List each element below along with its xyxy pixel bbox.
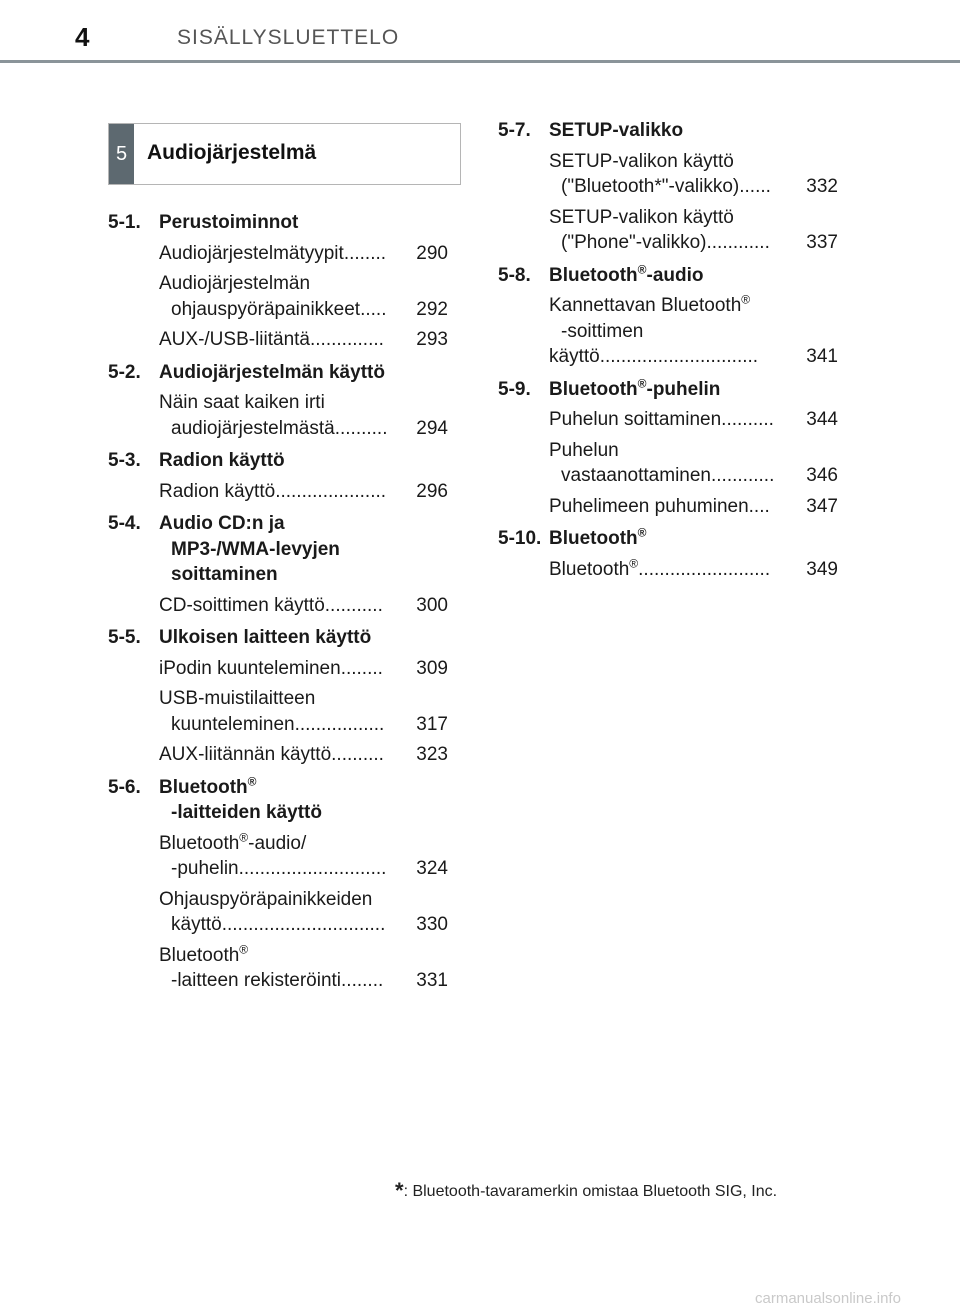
toc-entry[interactable]	[159, 656, 448, 682]
leader-dots: ......	[739, 176, 771, 197]
entry-title: ("Phone"-valikko)	[561, 232, 707, 253]
leader-dots: ..........	[721, 409, 774, 430]
toc-column-left	[108, 210, 448, 994]
registered-mark: ®	[637, 525, 647, 540]
entry-title: kuunteleminen	[171, 713, 295, 735]
leader-dots: .....................	[275, 480, 387, 502]
page-reference: 309	[416, 657, 448, 679]
chapter-number: 5-8.	[498, 264, 531, 286]
toc-chapter	[498, 263, 838, 370]
leader-dots: ............	[711, 465, 775, 486]
entry-title: SETUP-valikon käyttö	[549, 150, 734, 172]
toc-chapter	[108, 511, 448, 618]
chapter-title: Perustoiminnot	[159, 212, 299, 233]
toc-entry[interactable]	[549, 557, 838, 583]
toc-chapter	[108, 210, 448, 353]
registered-mark: ®	[239, 830, 249, 845]
leader-dots: ..........	[334, 417, 388, 439]
toc-chapter-heading[interactable]	[108, 625, 448, 651]
chapter-title: SETUP-valikko	[549, 120, 684, 141]
page-reference: 337	[806, 232, 838, 253]
registered-mark: ®	[741, 292, 751, 307]
header-rule	[0, 60, 960, 63]
chapter-number: 5-9.	[498, 378, 531, 400]
entry-title: Radion käyttö	[159, 480, 276, 502]
entry-title: -soittimen	[561, 320, 644, 342]
leader-dots: ..........	[331, 744, 384, 765]
toc-entry[interactable]	[159, 943, 448, 994]
toc-entry[interactable]	[159, 241, 448, 267]
chapter-number: 5-1.	[108, 212, 141, 233]
toc-entry[interactable]	[159, 593, 448, 619]
leader-dots: ..............................	[599, 346, 759, 367]
toc-chapter-heading[interactable]	[108, 511, 448, 588]
toc-chapter	[498, 377, 838, 520]
toc-entry[interactable]	[549, 438, 838, 489]
page-reference: 332	[806, 176, 838, 197]
toc-entry[interactable]	[159, 479, 448, 505]
chapter-title: Bluetooth®-audio	[549, 262, 704, 286]
page-reference: 349	[806, 558, 838, 580]
page-reference: 346	[806, 465, 838, 486]
chapter-number: 5-5.	[108, 627, 141, 648]
leader-dots: .................	[294, 713, 385, 735]
entry-title: Bluetooth®-audio/	[159, 830, 307, 854]
registered-mark: ®	[637, 262, 647, 277]
page-number: 4	[75, 22, 90, 52]
entry-title: Kannettavan Bluetooth®	[549, 292, 751, 316]
leader-dots: .....	[360, 298, 387, 320]
entry-title: Ohjauspyöräpainikkeiden	[159, 888, 373, 910]
page-reference: 292	[416, 298, 448, 320]
leader-dots: ............................	[238, 858, 387, 879]
entry-title: käyttö	[171, 914, 222, 935]
leader-dots: .........................	[638, 558, 771, 580]
section-header-box	[108, 123, 461, 185]
entry-title: Puhelimeen puhuminen	[549, 495, 749, 517]
chapter-number: 5-6.	[108, 776, 141, 798]
entry-title: Bluetooth®	[549, 556, 639, 580]
chapter-title: soittaminen	[171, 564, 278, 585]
chapter-number: 5-3.	[108, 450, 141, 471]
toc-entry[interactable]	[159, 390, 448, 441]
page-reference: 296	[416, 480, 448, 502]
toc-chapter-heading[interactable]	[498, 377, 838, 403]
chapter-title: Audiojärjestelmän käyttö	[159, 361, 385, 383]
leader-dots: ..............	[310, 329, 384, 350]
entry-title: -puhelin	[171, 858, 239, 879]
leader-dots: ...........	[324, 594, 383, 616]
toc-chapter	[108, 448, 448, 504]
toc-chapter-heading[interactable]	[108, 210, 448, 236]
page-reference: 300	[416, 594, 448, 616]
entry-title: AUX-liitännän käyttö	[159, 744, 332, 765]
chapter-title: Ulkoisen laitteen käyttö	[159, 627, 372, 648]
page-reference: 324	[416, 858, 448, 879]
toc-entry[interactable]	[159, 327, 448, 353]
toc-entry[interactable]	[159, 887, 448, 938]
leader-dots: ........	[341, 970, 384, 991]
toc-chapter-heading[interactable]	[108, 360, 448, 386]
toc-entry[interactable]	[549, 149, 838, 200]
toc-chapter	[498, 526, 838, 582]
leader-dots: ...............................	[221, 914, 386, 935]
entry-title: USB-muistilaitteen	[159, 688, 316, 709]
page-header	[0, 0, 960, 66]
page-reference: 347	[806, 495, 838, 517]
toc-chapter	[108, 625, 448, 768]
entry-title: audiojärjestelmästä	[171, 417, 335, 439]
toc-chapter-heading[interactable]	[108, 448, 448, 474]
chapter-title: Bluetooth®	[549, 525, 647, 549]
page-reference: 344	[806, 409, 838, 430]
entry-title: Bluetooth®	[159, 942, 249, 966]
entry-title: iPodin kuunteleminen	[159, 657, 341, 679]
page-reference: 290	[416, 242, 448, 264]
watermark: carmanualsonline.info	[755, 1290, 901, 1307]
entry-title: vastaanottaminen	[561, 465, 711, 486]
toc-entry[interactable]	[549, 293, 838, 370]
chapter-number: 5-2.	[108, 361, 141, 383]
toc-entry[interactable]	[159, 686, 448, 737]
entry-title: ("Bluetooth*"-valikko)	[561, 176, 740, 197]
toc-entry[interactable]	[159, 271, 448, 322]
entry-title: -laitteen rekisteröinti	[171, 970, 342, 991]
chapter-number: 5-7.	[498, 120, 531, 141]
chapter-title: -laitteiden käyttö	[171, 802, 322, 823]
page-reference: 330	[416, 914, 448, 935]
entry-title: Puhelun soittaminen	[549, 409, 722, 430]
entry-title: Audiojärjestelmän	[159, 273, 311, 294]
registered-mark: ®	[239, 942, 249, 957]
entry-title: AUX-/USB-liitäntä	[159, 329, 310, 350]
registered-mark: ®	[247, 774, 257, 789]
entry-title: Puhelun	[549, 439, 619, 461]
entry-title: käyttö	[549, 346, 600, 367]
entry-title: SETUP-valikon käyttö	[549, 206, 734, 228]
chapter-number: 5-4.	[108, 513, 141, 534]
entry-title: CD-soittimen käyttö	[159, 594, 325, 616]
page-reference: 341	[806, 346, 838, 367]
chapter-title: Audio CD:n ja	[159, 513, 285, 534]
footnote-text: : Bluetooth-tavaramerkin omistaa Bluetooth SIG, Inc.	[403, 1183, 778, 1200]
toc-column-right	[498, 118, 838, 582]
toc-chapter-heading[interactable]	[498, 118, 838, 144]
footnote	[395, 1178, 777, 1204]
toc-chapter-heading[interactable]	[498, 263, 838, 289]
chapter-title: Bluetooth®-puhelin	[549, 376, 721, 400]
footnote-marker: *	[395, 1178, 404, 1203]
leader-dots: ........	[340, 657, 383, 679]
toc-entry[interactable]	[549, 407, 838, 433]
registered-mark: ®	[629, 556, 639, 571]
page-reference: 323	[416, 744, 448, 765]
entry-title: Audiojärjestelmätyypit	[159, 242, 344, 264]
registered-mark: ®	[637, 376, 647, 391]
toc-chapter	[108, 360, 448, 442]
page-reference: 317	[416, 713, 448, 735]
toc-entry[interactable]	[549, 494, 838, 520]
section-number-tab: 5	[109, 124, 134, 184]
entry-title: Näin saat kaiken irti	[159, 392, 325, 413]
toc-chapter-heading[interactable]	[108, 775, 448, 826]
chapter-title: Radion käyttö	[159, 450, 285, 471]
toc-chapter	[108, 775, 448, 994]
toc-chapter-heading[interactable]	[498, 526, 838, 552]
toc-entry[interactable]	[159, 742, 448, 768]
section-title: Audiojärjestelmä	[147, 141, 317, 164]
page-reference: 293	[416, 329, 448, 350]
chapter-title: MP3-/WMA-levyjen	[171, 538, 340, 560]
leader-dots: ............	[706, 232, 770, 253]
toc-entry[interactable]	[549, 205, 838, 256]
header-title: SISÄLLYSLUETTELO	[177, 26, 400, 49]
chapter-title: Bluetooth®	[159, 774, 257, 798]
entry-title: ohjauspyöräpainikkeet	[171, 298, 361, 320]
leader-dots: ........	[343, 242, 387, 264]
page-reference: 331	[416, 970, 448, 991]
toc-entry[interactable]	[159, 831, 448, 882]
page-reference: 294	[416, 417, 448, 439]
chapter-number: 5-10.	[498, 528, 542, 549]
toc-chapter	[498, 118, 838, 256]
leader-dots: ....	[748, 495, 770, 517]
